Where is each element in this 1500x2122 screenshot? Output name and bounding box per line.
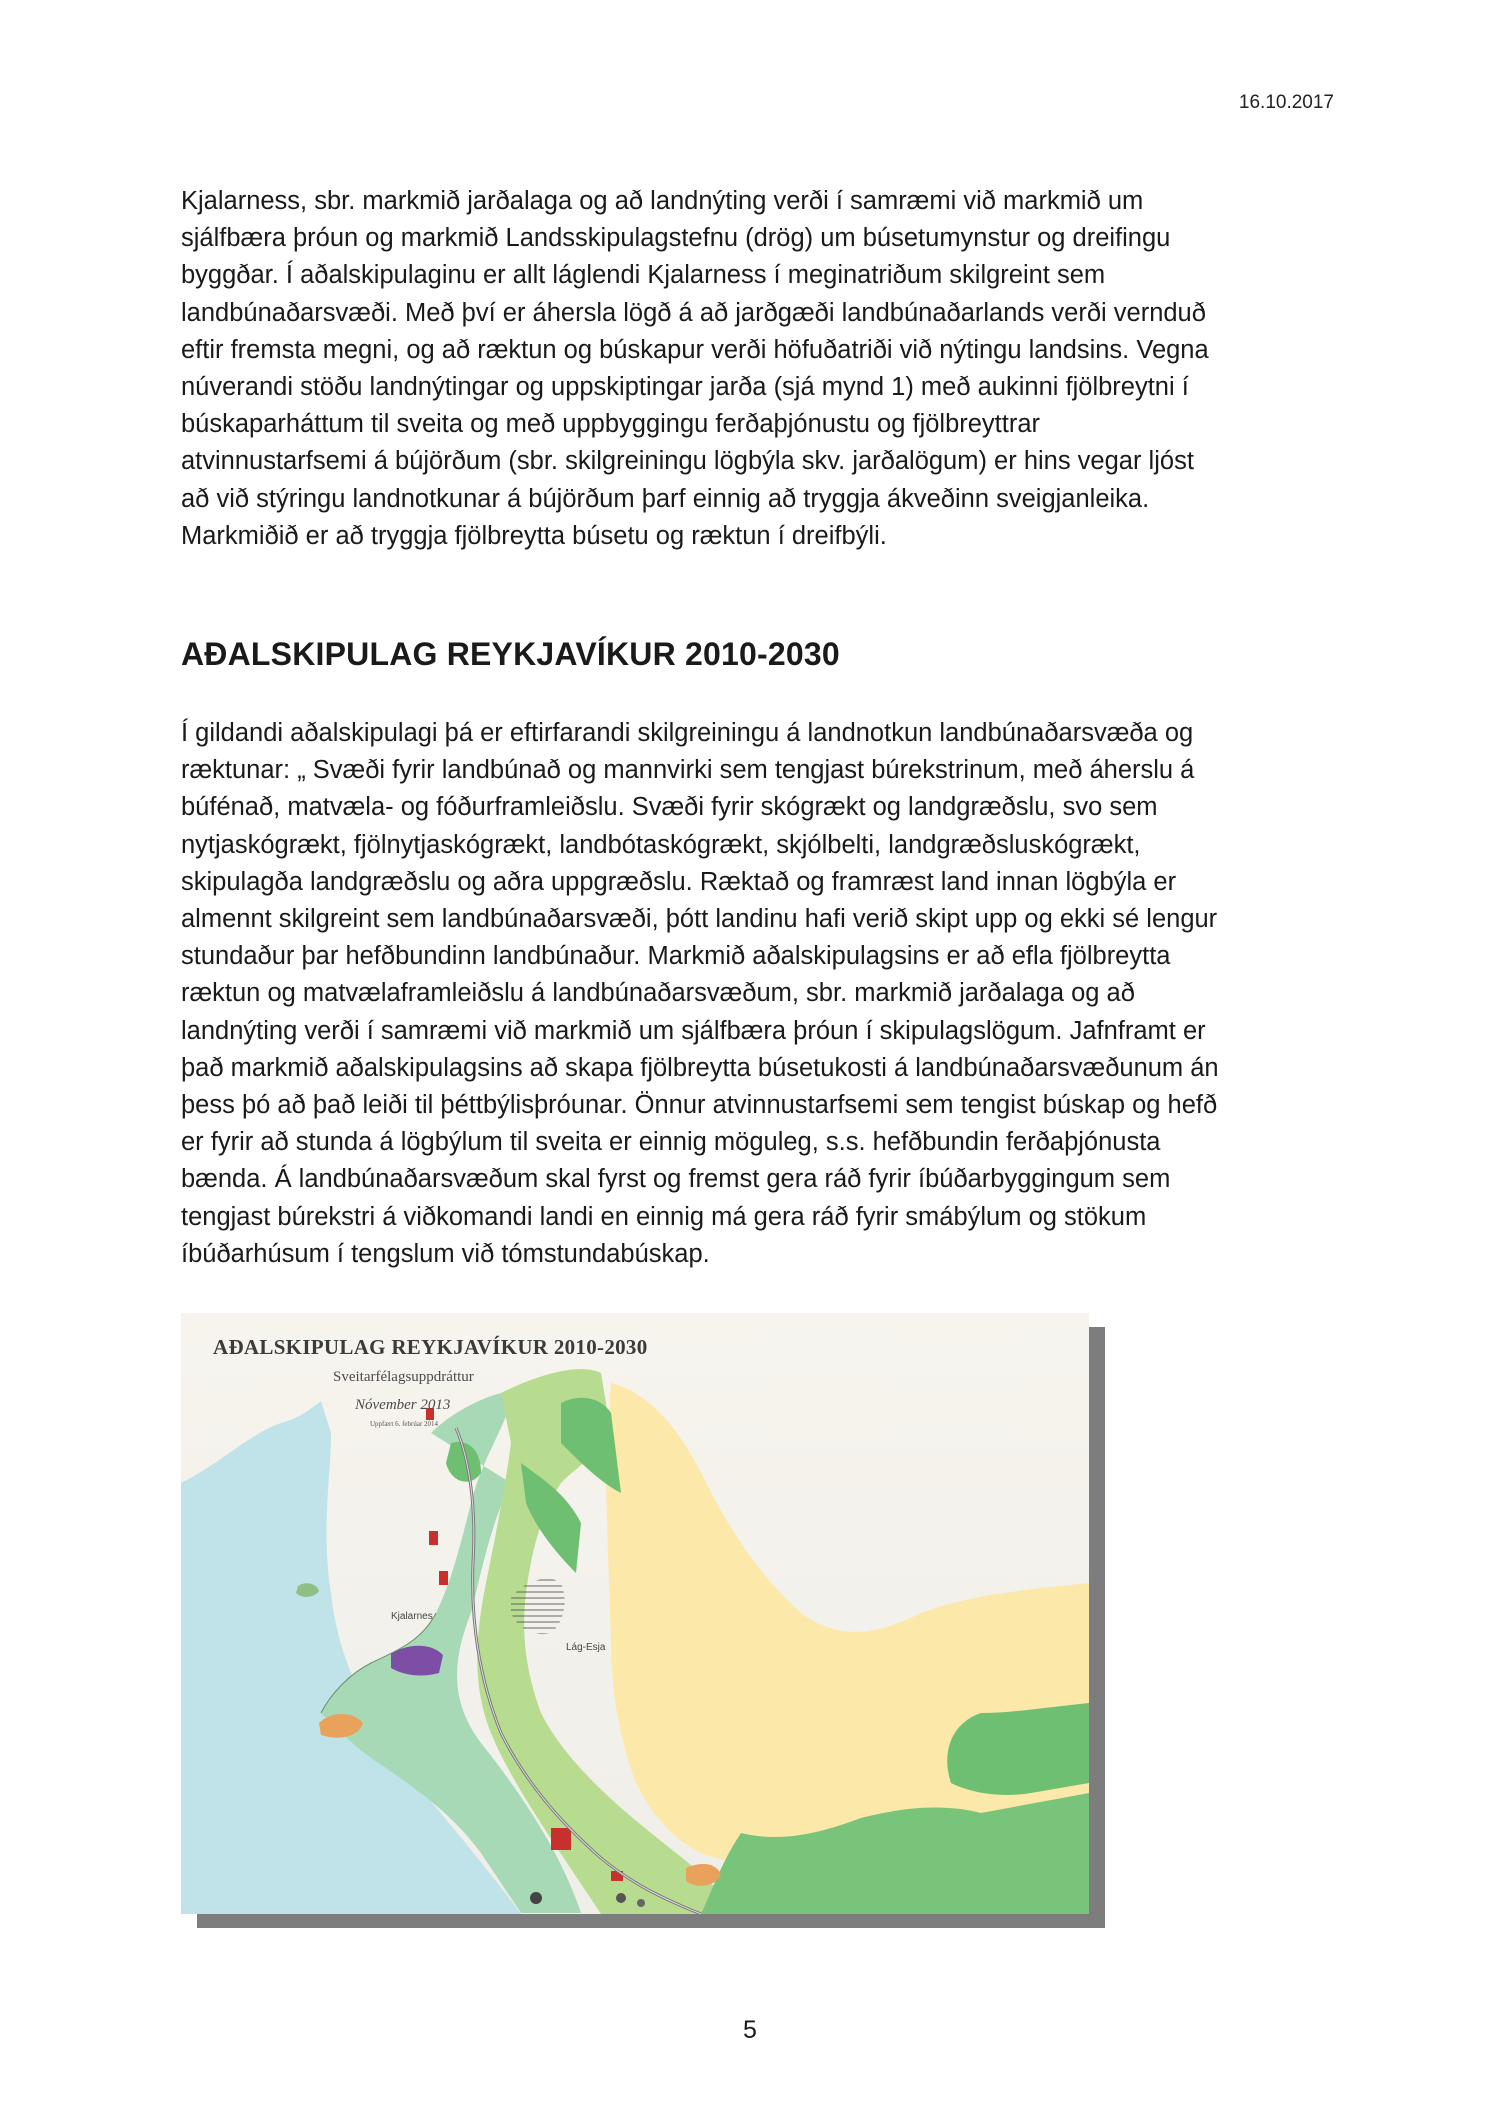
paragraph-line: eftir fremsta megni, og að ræktun og búskapur verði höfuðatriði við nýtingu landsins. Vegna bbox=[181, 335, 1209, 364]
paragraph-line: Kjalarness, sbr. markmið jarðalaga og að landnýting verði í samræmi við markmið um bbox=[181, 187, 1144, 215]
section-paragraph bbox=[181, 715, 1331, 1273]
intro-paragraph bbox=[181, 183, 1331, 555]
paragraph-line: almennt skilgreint sem landbúnaðarsvæði, þótt landinu hafi verið skipt upp og ekki sé lengur bbox=[181, 905, 1218, 934]
paragraph-line: ræktunar: „ Svæði fyrir landbúnað og mannvirki sem tengjast búrekstrinum, með áherslu á bbox=[181, 756, 1195, 785]
paragraph-line: nytjaskógrækt, fjölnytjaskógrækt, landbótaskógrækt, skjólbelti, landgræðsluskógrækt, bbox=[181, 830, 1141, 859]
red-zone bbox=[439, 1571, 448, 1585]
settlement-dot bbox=[637, 1899, 645, 1907]
red-zone bbox=[551, 1828, 571, 1850]
section-heading: AÐALSKIPULAG REYKJAVÍKUR 2010-2030 bbox=[181, 636, 840, 672]
paragraph-line: íbúðarhúsum í tengslum við tómstundabúskap. bbox=[181, 1239, 710, 1268]
paragraph-line: bænda. Á landbúnaðarsvæðum skal fyrst og fremst gera ráð fyrir íbúðarbyggingum sem bbox=[181, 1165, 1171, 1194]
paragraph-line: Í gildandi aðalskipulagi þá er eftirfarandi skilgreiningu á landnotkun landbúnaðarsvæða og bbox=[181, 719, 1194, 747]
paragraph-line: tengjast búrekstri á viðkomandi landi en einnig má gera ráð fyrir smábýlum og stökum bbox=[181, 1202, 1147, 1231]
settlement-dot bbox=[616, 1893, 626, 1903]
map-date: Nóvember 2013 bbox=[355, 1397, 451, 1413]
paragraph-line: að við stýringu landnotkunar á bújörðum þarf einnig að tryggja ákveðinn sveigjanleika. bbox=[181, 484, 1150, 513]
map-subtitle: Sveitarfélagsuppdráttur bbox=[333, 1369, 474, 1385]
paragraph-line: það markmið aðalskipulagsins að skapa fjölbreytta búsetukosti á landbúnaðarsvæðunum án bbox=[181, 1053, 1219, 1082]
settlement-dot bbox=[530, 1892, 542, 1904]
paragraph-line: byggðar. Í aðalskipulaginu er allt láglendi Kjalarness í meginatriðum skilgreint sem bbox=[181, 261, 1106, 290]
paragraph-line: ræktun og matvælaframleiðslu á landbúnaðarsvæðum, sbr. markmið jarðalaga og að bbox=[181, 979, 1135, 1008]
paragraph-line: sjálfbæra þróun og markmið Landsskipulagstefnu (drög) um búsetumynstur og dreifingu bbox=[181, 224, 1171, 253]
paragraph-line: Markmiðið er að tryggja fjölbreytta búsetu og ræktun í dreifbýli. bbox=[181, 521, 887, 550]
page-number: 5 bbox=[743, 2016, 757, 2044]
paragraph-line: landbúnaðarsvæði. Með því er áhersla lögð á að jarðgæði landbúnaðarlands verði vernduð bbox=[181, 298, 1206, 327]
paragraph-line: landnýting verði í samræmi við markmið um sjálfbæra þróun í skipulagslögum. Jafnframt er bbox=[181, 1016, 1206, 1045]
paragraph-line: búfénað, matvæla- og fóðurframleiðslu. Svæði fyrir skógrækt og landgræðslu, svo sem bbox=[181, 793, 1158, 822]
map-label-lag-esja: Lág-Esja bbox=[566, 1642, 606, 1653]
map-drawing bbox=[181, 1313, 1089, 1914]
paragraph-line: þess þó að það leiði til þéttbýlisþróunar. Önnur atvinnustarfsemi sem tengist búskap og hefð bbox=[181, 1091, 1218, 1120]
map-image bbox=[181, 1313, 1089, 1914]
red-zone bbox=[429, 1531, 438, 1545]
paragraph-line: núverandi stöðu landnýtingar og uppskiptingar jarða (sjá mynd 1) með aukinni fjölbreytni í bbox=[181, 373, 1189, 402]
map-label-kjalarnes: Kjalarnes bbox=[391, 1611, 433, 1622]
paragraph-line: er fyrir að stunda á lögbýlum til sveita er einnig möguleg, s.s. hefðbundin ferðaþjónusta bbox=[181, 1128, 1161, 1157]
map-title: AÐALSKIPULAG REYKJAVÍKUR 2010-2030 bbox=[213, 1335, 648, 1359]
paragraph-line: skipulagða landgræðslu og aðra uppgræðslu. Ræktað og framræst land innan lögbýla er bbox=[181, 867, 1177, 896]
map-figure bbox=[181, 1313, 1089, 1914]
map-note: Uppfært 6. febrúar 2014 bbox=[370, 1420, 439, 1428]
header-date: 16.10.2017 bbox=[1238, 92, 1334, 113]
paragraph-line: búskaparháttum til sveita og með uppbyggingu ferðaþjónustu og fjölbreyttrar bbox=[181, 410, 1041, 439]
paragraph-line: stundaður þar hefðbundinn landbúnaður. Markmið aðalskipulagsins er að efla fjölbreytta bbox=[181, 942, 1171, 971]
industrial-area bbox=[391, 1646, 443, 1676]
paragraph-line: atvinnustarfsemi á bújörðum (sbr. skilgreiningu lögbýla skv. jarðalögum) er hins vegar ljóst bbox=[181, 447, 1194, 476]
